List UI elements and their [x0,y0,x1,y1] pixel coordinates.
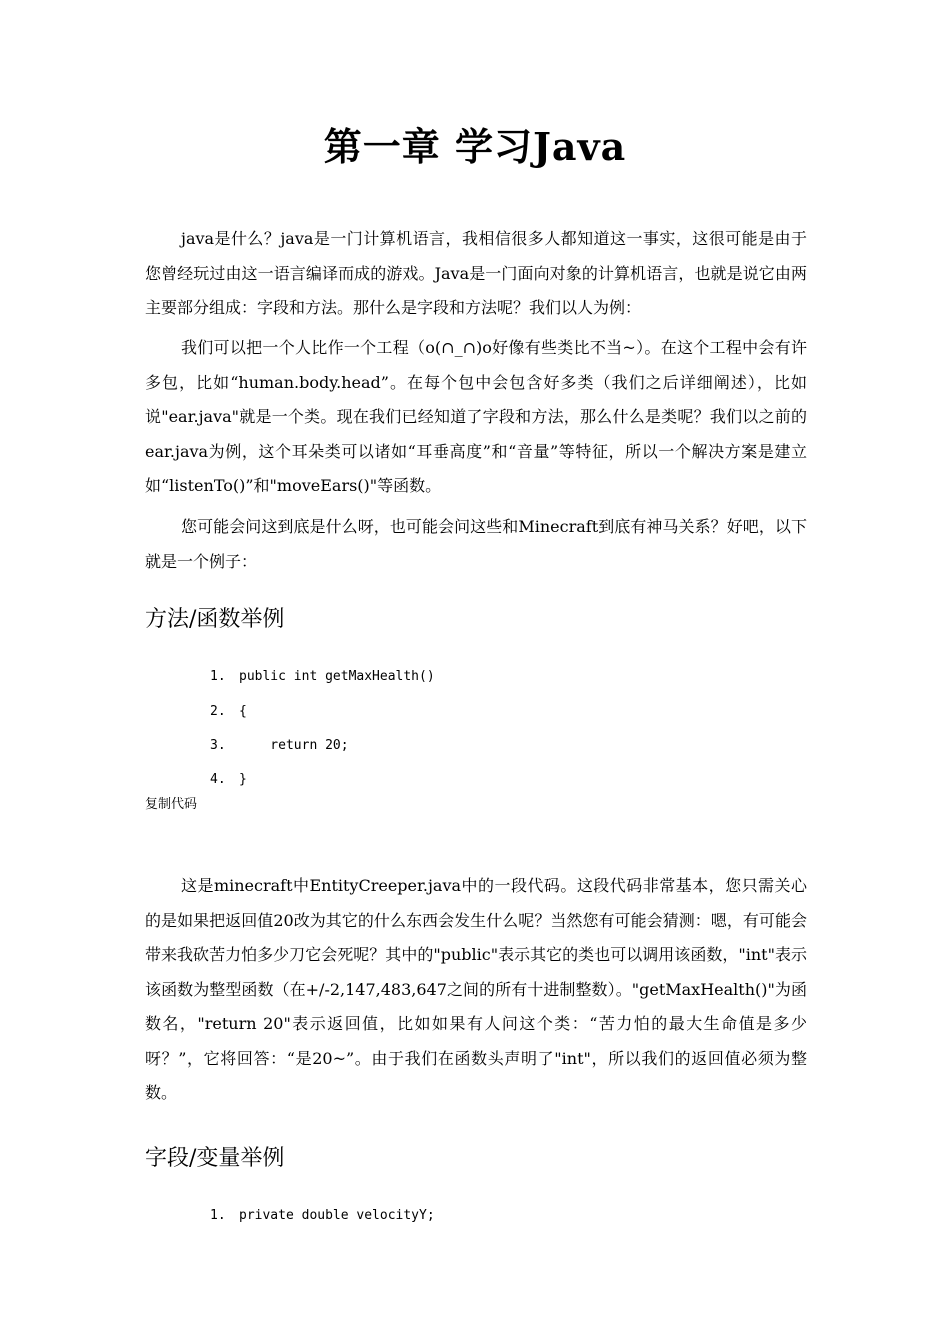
code-line-number: 1. [210,1208,226,1223]
code-line-text: private double velocityY; [239,1208,435,1223]
paragraph-intro: java是什么？java是一门计算机语言，我相信很多人都知道这一事实，这很可能是由于您曾经玩过由这一语言编译而成的游戏。Java是一门面向对象的计算机语言，也就是说它由两主要部分组成：字段和方法。那什么是字段和方法呢？我们以人为例： [145,229,807,317]
code-line-text: return 20; [239,738,349,753]
code-line-text: { [239,704,247,719]
section-heading-methods: 方法/函数举例 [145,607,285,632]
chapter-title: 第一章 学习Java [323,124,627,170]
code-line-number: 3. [210,738,226,753]
code-line-number: 2. [210,704,226,719]
code-line [210,1206,435,1226]
code-line-text: } [239,772,247,787]
code-line-number: 4. [210,772,226,787]
code-line [210,736,349,756]
section-heading-fields: 字段/变量举例 [145,1146,285,1171]
code-line [210,770,247,790]
paragraph-analogy: 我们可以把一个人比作一个工程（o(∩_∩)o好像有些类比不当~）。在这个工程中会有许多包，比如“human.body.head”。在每个包中会包含好多类（我们之后详细阐述），比如说"ear.java"就是一个类。现在我们已经知道了字段和方法，那么什么是类呢？我们以之前的ear.java为例，这个耳朵类可以诸如“耳垂高度”和“音量”等特征，所以一个解决方案是建立如“listenTo()”和"moveEars()"等函数。 [145,338,807,495]
copy-code-link[interactable]: 复制代码 [145,797,198,812]
code-line-text: public int getMaxHealth() [239,669,435,684]
code-line [210,702,247,722]
paragraph-question: 您可能会问这到底是什么呀，也可能会问这些和Minecraft到底有神马关系？好吧，以下就是一个例子： [145,517,807,571]
paragraph-explanation: 这是minecraft中EntityCreeper.java中的一段代码。这段代码非常基本，您只需关心的是如果把返回值20改为其它的什么东西会发生什么呢？当然您有可能会猜测：嗯，有可能会带来我砍苦力怕多少刀它会死呢？其中的"public"表示其它的类也可以调用该函数，"int"表示该函数为整型函数（在+/-2,147,483,647之间的所有十进制整数）。"getMaxHealth()"为函数名，"return 20"表示返回值，比如如果有人问这个类：“苦力怕的最大生命值是多少呀？”，它将回答：“是20~”。由于我们在函数头声明了"int"，所以我们的返回值必须为整数。 [145,876,807,1102]
code-line-number: 1. [210,669,226,684]
code-line [210,667,435,687]
